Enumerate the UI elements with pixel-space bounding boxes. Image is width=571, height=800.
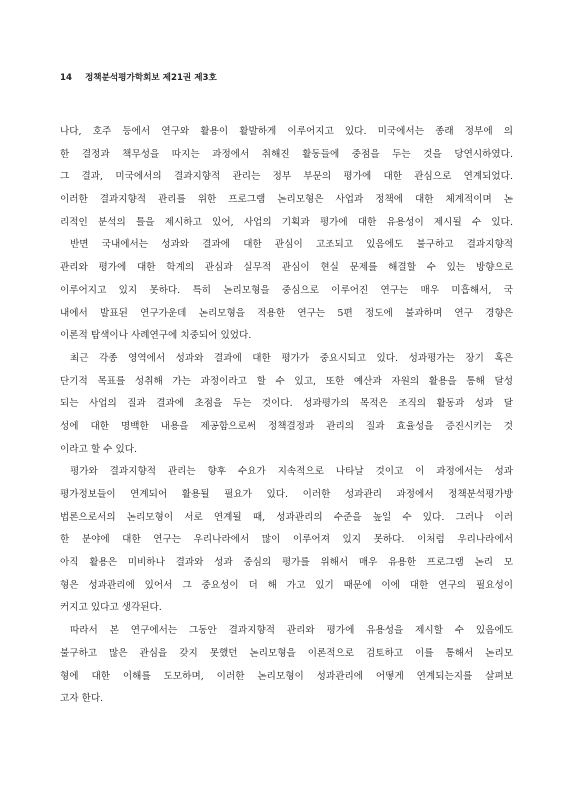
paragraph-1 — [60, 121, 513, 234]
text-line: 법론으로서의 논리모형이 서로 연계될 때, 성과관리의 수준을 높일 수 있다. 그러나 이러 — [60, 511, 513, 523]
paragraph-3 — [60, 348, 513, 461]
paragraph-5 — [60, 620, 513, 711]
text-line: 이라고 할 수 있다. — [60, 443, 138, 455]
text-line: 내에서 발표된 연구가운데 논리모형을 적용한 연구는 5편 정도에 불과하며 연구 경향은 — [60, 307, 513, 319]
text-line: 형에 대한 이해를 도모하며, 이러한 논리모형이 성과관리에 어떻게 연계되는지를 살펴보 — [60, 670, 513, 682]
text-line: 리적인 분석의 틀을 제시하고 있어, 사업의 기획과 평가에 대한 유용성이 제시될 수 있다. — [60, 216, 513, 228]
text-line: 이러한 결과지향적 관리를 위한 프로그램 논리모형은 사업과 정책에 대한 체계적이며 논 — [60, 194, 513, 206]
running-header — [60, 71, 217, 83]
paragraph-2 — [60, 234, 513, 347]
page-number: 14 — [60, 73, 72, 83]
text-line: 고자 한다. — [60, 693, 104, 705]
text-line: 반면 국내에서는 성과와 결과에 대한 관심이 고조되고 있음에도 불구하고 결과지향적 — [70, 239, 513, 251]
text-line: 단기적 목표를 성취해 가는 과정이라고 할 수 있고, 또한 예산과 자원의 활용을 통해 달성 — [60, 375, 513, 387]
text-line: 한 분야에 대한 연구는 우리나라에서 많이 이루어져 있지 못하다. 이처럼 우리나라에서 — [60, 534, 513, 546]
text-line: 되는 사업의 질과 결과에 초점을 두는 것이다. 성과평가의 목적은 조직의 활동과 성과 달 — [60, 398, 513, 410]
text-line: 아직 활용은 미비하나 결과와 성과 중심의 평가를 위해서 매우 유용한 프로그램 논리 모 — [60, 557, 513, 569]
paragraph-4 — [60, 461, 513, 620]
text-line: 최근 각종 영역에서 성과와 결과에 대한 평가가 중요시되고 있다. 성과평가는 장기 혹은 — [70, 352, 513, 364]
text-line: 이론적 탐색이나 사례연구에 치중되어 있었다. — [60, 330, 252, 342]
text-line: 불구하고 많은 관심을 갖지 못했던 논리모형을 이론적으로 검토하고 이를 통해서 논리모 — [60, 647, 513, 659]
text-line: 커지고 있다고 생각된다. — [60, 602, 162, 614]
text-line: 따라서 본 연구에서는 그동안 결과지향적 관리와 평가에 유용성을 제시할 수 있음에도 — [70, 625, 513, 637]
text-line: 그 결과, 미국에서의 결과지향적 관리는 정부 부문의 평가에 대한 관심으로 연계되었다. — [60, 171, 513, 183]
text-line: 성에 대한 명백한 내용을 제공함으로써 정책결정과 관리의 질과 효율성을 증진시키는 것 — [60, 420, 513, 432]
text-line: 평가정보들이 연계되어 활용될 필요가 있다. 이러한 성과관리 과정에서 정책분석평가방 — [60, 489, 513, 500]
text-line: 이루어지고 있지 못하다. 특히 논리모형을 중심으로 이루어진 연구는 매우 미흡해서, 국 — [60, 284, 513, 296]
text-line: 한 결정과 책무성을 따지는 과정에서 취해진 활동들에 중점을 두는 것을 당연시하였다. — [60, 148, 513, 160]
text-line: 관리와 평가에 대한 학계의 관심과 실무적 관심이 현실 문제를 해결할 수 있는 방향으로 — [60, 262, 513, 274]
journal-title: 정책분석평가학회보 제21권 제3호 — [84, 73, 217, 83]
text-line: 평가와 결과지향적 관리는 향후 수요가 지속적으로 나타날 것이고 이 과정에서는 성과 — [70, 466, 513, 478]
text-line: 형은 성과관리에 있어서 그 중요성이 더 해 가고 있기 때문에 이에 대한 연구의 필요성이 — [60, 579, 513, 591]
body-text — [60, 121, 513, 711]
text-line: 나다, 호주 등에서 연구와 활용이 활발하게 이루어지고 있다. 미국에서는 종래 정부에 의 — [60, 126, 513, 137]
